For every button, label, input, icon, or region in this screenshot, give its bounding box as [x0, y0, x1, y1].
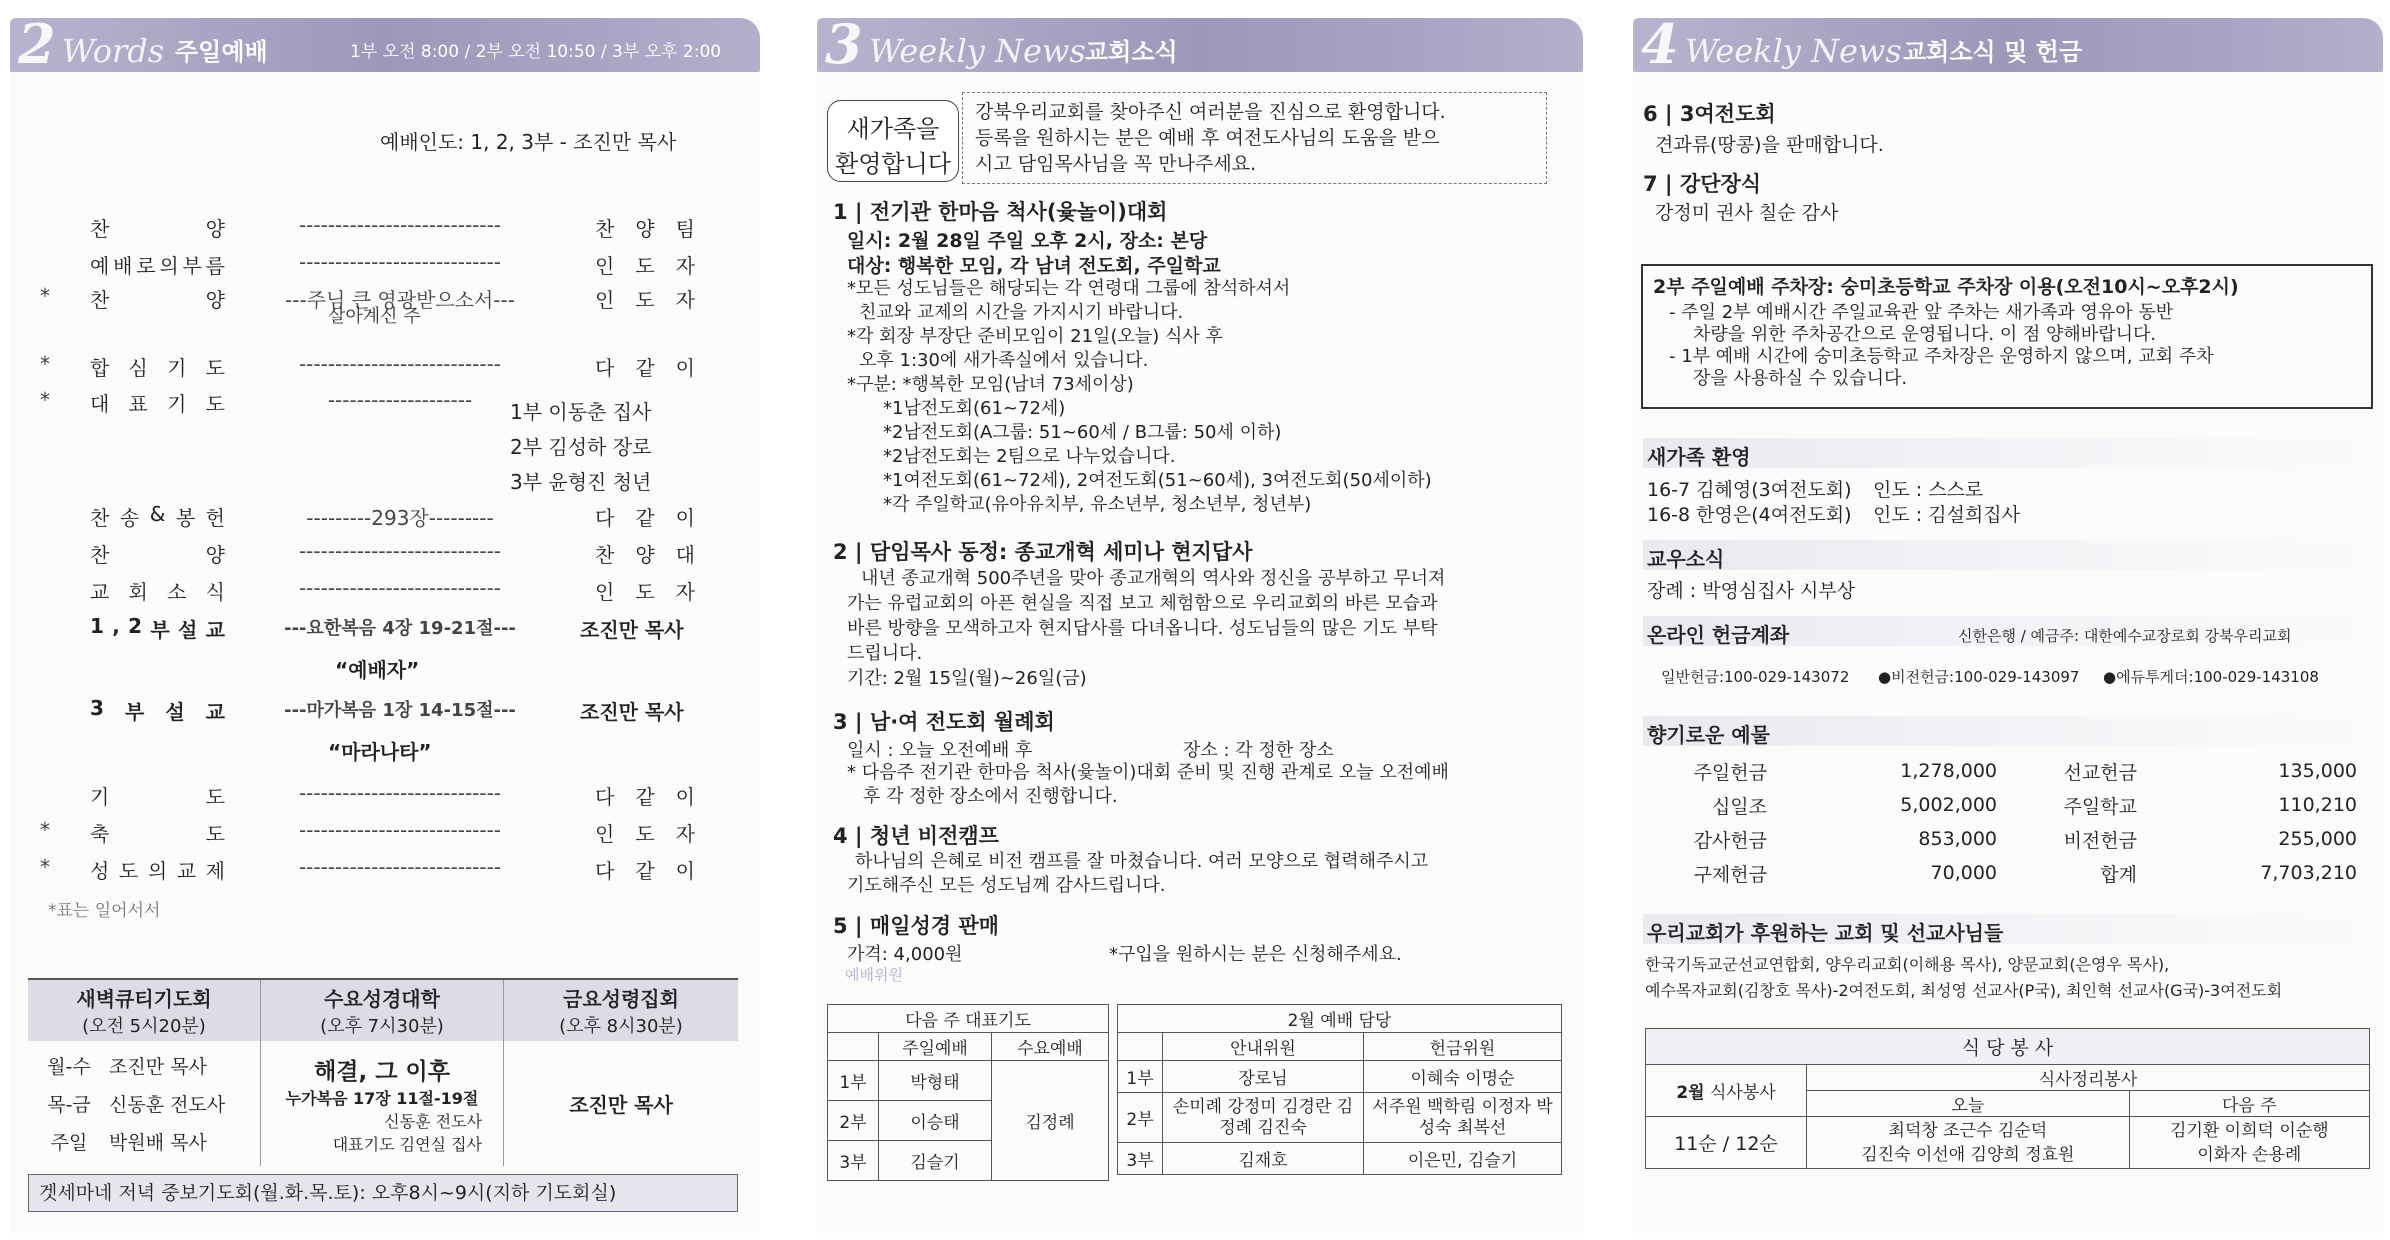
- offering-table: [1647, 754, 2367, 890]
- online-account-title: 온라인 헌금계좌: [1647, 623, 1790, 647]
- duty-table-title: 2월 예배 담당: [1118, 1005, 1562, 1033]
- page-title: 교회소식 및 헌금: [1903, 38, 2082, 66]
- dawn-row: 목-금 신동훈 전도사: [47, 1094, 226, 1116]
- page-2-header: [10, 12, 760, 76]
- text-line: 드립니다.: [847, 643, 923, 664]
- worship-order-row: * 대 표 기 도 --------------------: [40, 388, 473, 416]
- prayer-wed: 김정례: [992, 1061, 1109, 1181]
- worship-order-row: 교 회 소 식 ---------------------------- 인 도 자: [90, 576, 695, 604]
- welcome-message: 강북우리교회를 찾아주신 여러분을 진심으로 환영합니다. 등록을 원하시는 분은 예배 후 여전도사님의 도움을 받으 시고 담임목사님을 꼭 만나주세요.: [962, 92, 1547, 184]
- text-line: *각 주일학교(유아유치부, 유소년부, 청소년부, 청년부): [883, 494, 1312, 515]
- wed-sermon-title: 해결, 그 이후: [314, 1058, 450, 1085]
- text-line: *1여전도회(61~72세), 2여전도회(51~60세), 3여전도회(50세이하): [883, 470, 1432, 491]
- prayer-sun-1: 박형태: [879, 1061, 992, 1101]
- text-line: 내년 종교개혁 500주년을 맞아 종교개혁의 역사와 정신을 공부하고 무너져: [861, 568, 1446, 589]
- text-line: * 다음주 전기관 한마음 척사(윷놀이)대회 준비 및 진행 관계로 오늘 오전예배: [847, 762, 1449, 783]
- text-line: *1남전도회(61~72세): [883, 398, 1066, 419]
- worship-order-row: 찬 송 & 봉 헌 ---------293장--------- 다 같 이: [90, 502, 695, 530]
- news-1-body: [847, 277, 1432, 517]
- new-family-2-guide: 인도 : 김설희집사: [1873, 504, 2020, 526]
- news-3-body: [847, 761, 1449, 809]
- worship-order-row: * 합 심 기 도 ---------------------------- 다 같 이: [40, 352, 695, 380]
- text-line: *각 회장 부장단 준비모임이 21일(오늘) 식사 후: [847, 326, 1223, 347]
- sermon-3-title: “마라나타”: [328, 740, 432, 764]
- dawn-header: 새벽큐티기도회: [76, 987, 212, 1011]
- worship-leader: 예배인도: 1, 2, 3부 - 조진만 목사: [380, 130, 677, 154]
- prayer-table-title: 다음 주 대표기도: [828, 1005, 1109, 1033]
- text-line: *2남전도회(A그룹: 51~60세 / B그룹: 50세 이하): [883, 422, 1282, 443]
- support-line-2: 예수목자교회(김창호 목사)-2여전도회, 최성영 선교사(P국), 최인혁 선교사(G국)-3여전도회: [1645, 981, 2283, 1000]
- page-3-news: [817, 12, 1583, 1233]
- rep-prayer-3: 3부 윤형진 청년: [510, 470, 652, 494]
- new-family-title: 새가족 환영: [1647, 445, 1751, 469]
- worship-order-row: 기 도 ---------------------------- 다 같 이: [90, 781, 695, 809]
- news-1-target: 대상: 행복한 모임, 각 남녀 전도회, 주일학교: [847, 255, 1221, 277]
- members-news-body: 장례 : 박영심집사 시부상: [1647, 580, 1856, 602]
- text-line: 가는 유럽교회의 아픈 현실을 직접 보고 체험함으로 우리교회의 바른 모습과: [847, 593, 1438, 614]
- prayer-sun-3: 김슬기: [879, 1141, 992, 1181]
- page-english-title: Words: [62, 32, 165, 70]
- page-number: 2: [18, 12, 56, 76]
- news-1-when: 일시: 2월 28일 주일 오후 2시, 장소: 본당: [847, 230, 1208, 252]
- dawn-row: 월-수 조진만 목사: [47, 1056, 207, 1078]
- meal-today-names: 최덕창 조근수 김순덕 김진숙 이선애 김양희 정효원: [1807, 1117, 2130, 1169]
- worship-order-row: * 축 도 ---------------------------- 인 도 자: [40, 818, 695, 846]
- page-title: 교회소식: [1085, 38, 1178, 66]
- account-vision: ●비전헌금:100-029-143097: [1878, 668, 2080, 686]
- rep-prayer-2: 2부 김성하 장로: [510, 435, 652, 459]
- members-news-title: 교우소식: [1647, 547, 1725, 571]
- worship-order-row: 1 , 2 부 설 교 ---요한복음 4장 19-21절--- 조진만 목사: [90, 614, 684, 642]
- support-title: 우리교회가 후원하는 교회 및 선교사님들: [1647, 921, 2004, 945]
- news-4-title: 4 | 청년 비전캠프: [833, 824, 999, 848]
- meal-title: 식 당 봉 사: [1646, 1029, 2370, 1065]
- text-line: *구분: *행복한 모임(남녀 73세이상): [847, 374, 1134, 395]
- meal-order: 11순 / 12순: [1646, 1117, 1807, 1169]
- welcome-badge: 새가족을 환영합니다: [827, 100, 959, 182]
- text-line: 기간: 2월 15일(월)~26일(금): [847, 668, 1087, 689]
- text-line: 기도해주신 모든 성도님께 감사드립니다.: [847, 875, 1166, 896]
- rep-prayer-1: 1부 이동춘 집사: [510, 400, 652, 424]
- page-4-news-offering: [1633, 12, 2383, 1233]
- wed-leader: 신동훈 전도사: [384, 1111, 482, 1131]
- news-5-price: 가격: 4,000원: [847, 944, 963, 965]
- text-line: 오후 1:30에 새가족실에서 있습니다.: [859, 350, 1149, 371]
- news-6-title: 6 | 3여전도회: [1643, 102, 1776, 126]
- worship-order-row: 예 배 로 의 부 름 ---------------------------- 인 도 자: [90, 250, 695, 278]
- new-family-2: 16-8 한영은(4여전도회): [1647, 504, 1852, 526]
- news-2-title: 2 | 담임목사 동정: 종교개혁 세미나 현지답사: [833, 540, 1253, 564]
- text-line: - 주일 2부 예배시간 주일교육관 앞 주차는 새가족과 영유아 동반: [1669, 302, 2174, 323]
- news-7-title: 7 | 강단장식: [1643, 172, 1762, 196]
- page-4-header: [1633, 12, 2383, 76]
- page-english-title: Weekly News: [1685, 32, 1902, 70]
- hymn-subtitle: 살아계신 주: [328, 306, 421, 327]
- parking-notice: [1641, 264, 2373, 409]
- news-6-body: 견과류(땅콩)을 판매합니다.: [1655, 134, 1884, 156]
- news-7-body: 강정미 권사 칠순 감사: [1655, 202, 1839, 224]
- parking-title: 2부 주일예배 주차장: 숭미초등학교 주차장 이용(오전10시~오후2시): [1653, 276, 2239, 298]
- intercession-footer: 겟세마네 저녁 중보기도회(월.화.목.토): 오후8시~9시(지하 기도회실): [28, 1174, 738, 1212]
- text-line: 차량을 위한 주차공간으로 운영됩니다. 이 점 양해바랍니다.: [1693, 324, 2157, 345]
- offering-title: 향기로운 예물: [1647, 723, 1770, 747]
- worship-order-row: * 성 도 의 교 제 ---------------------------- 다 같 이: [40, 855, 695, 883]
- news-1-title: 1 | 전기관 한마음 척사(윷놀이)대회: [833, 200, 1168, 224]
- meal-next-names: 김기환 이희덕 이순행 이화자 손용례: [2129, 1117, 2369, 1169]
- text-line: *2남전도회는 2팀으로 나누었습니다.: [883, 446, 1176, 467]
- wed-time: (오후 7시30분): [320, 1016, 444, 1037]
- page-english-title: Weekly News: [869, 32, 1086, 70]
- account-general: 일반헌금:100-029-143072: [1661, 668, 1850, 686]
- prayer-sun-2: 이승태: [879, 1101, 992, 1141]
- sermon-12-title: “예배자”: [335, 658, 420, 682]
- text-line: 장을 사용하실 수 있습니다.: [1693, 368, 1908, 389]
- text-line: 하나님의 은혜로 비전 캠프를 잘 마쳤습니다. 여러 모양으로 협력해주시고: [855, 851, 1429, 872]
- offering-row: 구제헌금 70,000 합계 7,703,210: [1693, 862, 2357, 886]
- news-3-when: 일시 : 오늘 오전예배 후: [847, 740, 1033, 761]
- service-times: 1부 오전 8:00 / 2부 오전 10:50 / 3부 오후 2:00: [350, 42, 722, 62]
- worship-order-row: 3 부 설 교 ---마가복음 1장 14-15절--- 조진만 목사: [90, 696, 684, 724]
- news-5-title: 5 | 매일성경 판매: [833, 914, 999, 938]
- fri-time: (오후 8시30분): [559, 1016, 683, 1037]
- wed-verse: 누가복음 17장 11절-19절: [285, 1088, 479, 1108]
- new-family-1-guide: 인도 : 스스로: [1873, 479, 1984, 501]
- text-line: - 1부 예배 시간에 숭미초등학교 주차장은 운영하지 않으며, 교회 주차: [1669, 346, 2214, 367]
- weekly-meetings-table: [28, 978, 738, 1212]
- dawn-row: 주일 박원배 목사: [50, 1132, 207, 1154]
- news-3-title: 3 | 남·여 전도회 월례회: [833, 710, 1055, 734]
- fri-leader: 조진만 목사: [569, 1093, 673, 1117]
- support-line-1: 한국기독교군선교연합회, 양우리교회(이해용 목사), 양문교회(은영우 목사),: [1645, 955, 2170, 974]
- account-holder: 신한은행 / 예금주: 대한예수교장로회 강북우리교회: [1958, 627, 2292, 645]
- worship-order-row: 찬 양 ---------------------------- 찬 양 대: [90, 539, 695, 567]
- text-line: 친교와 교제의 시간을 가지시기 바랍니다.: [859, 302, 1184, 323]
- news-2-body: [847, 566, 1445, 691]
- offering-row: 주일헌금 1,278,000 선교헌금 135,000: [1693, 760, 2357, 784]
- page-3-header: [817, 12, 1583, 76]
- worship-committee-watermark: 예배위원: [845, 966, 903, 984]
- worship-order-row: * 찬 양 ---주님 큰 영광받으소서--- 인 도 자: [40, 284, 695, 312]
- offering-row: 십일조 5,002,000 주일학교 110,210: [1711, 794, 2357, 818]
- wed-prayer: 대표기도 김연실 집사: [332, 1134, 482, 1154]
- meal-service-table: 식 당 봉 사 2월 식사봉사 식사정리봉사 오늘 다음 주 11순 / 12순 최덕창 조근수 김순덕 김진숙 이선애 김양희 정효원 김기환 이희덕 이순행 이화자 손용례: [1645, 1028, 2370, 1169]
- news-4-body: [847, 850, 1428, 898]
- text-line: 후 각 정한 장소에서 진행합니다.: [863, 786, 1118, 807]
- new-family-1: 16-7 김혜영(3여전도회): [1647, 479, 1852, 501]
- news-5-note: *구입을 원하시는 분은 신청해주세요.: [1109, 944, 1402, 965]
- worship-order-row: 찬 양 ---------------------------- 찬 양 팀: [90, 213, 695, 241]
- dawn-time: (오전 5시20분): [82, 1016, 206, 1037]
- account-edu: ●에듀투게더:100-029-143108: [2103, 668, 2319, 686]
- text-line: *모든 성도님들은 해당되는 각 연령대 그룹에 참석하셔서: [847, 278, 1291, 299]
- offering-row: 감사헌금 853,000 비전헌금 255,000: [1693, 828, 2357, 852]
- standing-note: *표는 일어서서: [48, 901, 161, 921]
- fri-header: 금요성령집회: [563, 987, 679, 1011]
- wed-header: 수요성경대학: [324, 987, 440, 1011]
- text-line: 바른 방향을 모색하고자 현지답사를 다녀옵니다. 성도님들의 많은 기도 부탁: [847, 618, 1438, 639]
- page-number: 4: [1641, 12, 1679, 76]
- news-3-where: 장소 : 각 정한 장소: [1183, 740, 1334, 761]
- page-number: 3: [825, 12, 863, 76]
- page-title: 주일예배: [175, 38, 268, 66]
- february-duty-table: 2월 예배 담당 안내위원 헌금위원 1부 장로님 이혜숙 이명순 2부 손미례 강정미 김경란 김정례 김진숙 서주원 백학림 이정자 박성숙 최복선 3부 김재호 이은민, 김슬기: [1117, 1004, 1562, 1175]
- page-2-worship: [10, 12, 760, 1233]
- next-week-prayer-table: 다음 주 대표기도 주일예배 수요예배 1부 박형태 김정례 2부 이승태 3부 김슬기: [827, 1004, 1109, 1181]
